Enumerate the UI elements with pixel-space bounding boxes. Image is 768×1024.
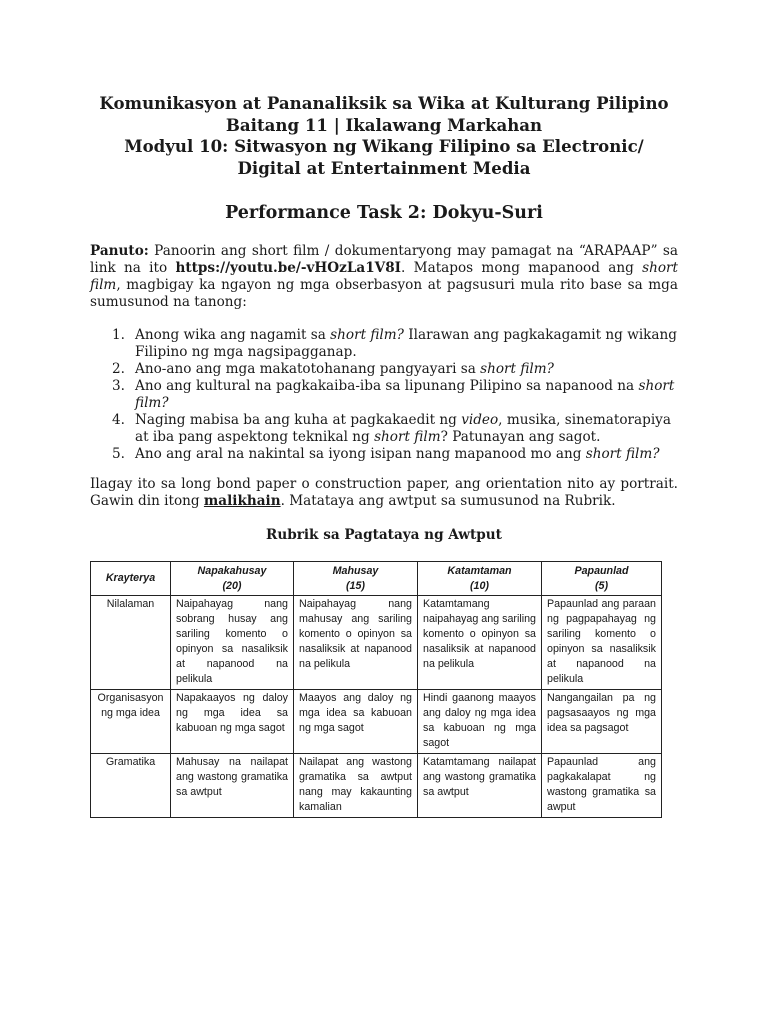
question-number: 4. xyxy=(112,412,125,428)
criterion-cell: Organisasyon ng mga idea xyxy=(91,690,171,754)
question-text: , musika, sinematorapiya at iba pang aspektong teknikal ng xyxy=(135,412,671,445)
table-cell: Hindi gaanong maayos ang daloy ng mga idea sa kabuoan ng mga sagot xyxy=(418,690,542,754)
task-title: Performance Task 2: Dokyu-Suri xyxy=(225,203,543,223)
question-text: Naging mabisa ba ang kuha at pagkakaedit ng xyxy=(135,412,462,428)
rubric-header-row xyxy=(91,562,662,596)
header-points: (20) xyxy=(222,579,242,592)
instructions xyxy=(90,243,678,311)
table-cell: Nailapat ang wastong gramatika sa awtput nang may kakaunting kamalian xyxy=(294,754,418,818)
header-cell xyxy=(294,562,418,596)
header-cell xyxy=(542,562,662,596)
table-cell: Naipahayag nang sobrang husay ang sariling komento o opinyon sa nasaliksik at napanood na pelikula xyxy=(171,596,294,690)
table-cell: Katamtamang naipahayag ang sariling komento o opinyon sa nasaliksik at napanood na pelikula xyxy=(418,596,542,690)
table-row xyxy=(91,754,662,818)
grade-quarter: Baitang 11 | Ikalawang Markahan xyxy=(225,114,543,135)
module-header xyxy=(60,93,708,179)
rubric-table xyxy=(90,561,662,818)
question-text: Ano ang aral na nakintal sa iyong isipan nang mapanood mo ang xyxy=(135,446,586,462)
header-name: Krayterya xyxy=(105,572,156,584)
question-italic: video xyxy=(461,412,499,428)
subject-title: Komunikasyon at Pananaliksik sa Wika at Kulturang Pilipino xyxy=(99,93,669,113)
question-item xyxy=(90,446,678,463)
question-text: Ano-ano ang mga makatotohanang pangyayari sa xyxy=(135,361,481,377)
table-cell: Katamtamang nailapat ang wastong gramatika sa awtput xyxy=(418,754,542,818)
header-points: (5) xyxy=(594,579,609,592)
video-link[interactable]: https://youtu.be/-vHOzLa1V8I xyxy=(175,260,402,276)
table-cell: Mahusay na nailapat ang wastong gramatika sa awtput xyxy=(171,754,294,818)
rubric-title: Rubrik sa Pagtataya ng Awtput xyxy=(266,527,502,543)
instructions-italic: short film xyxy=(90,260,678,293)
table-cell: Papaunlad ang pagkakalapat ng wastong gramatika sa awput xyxy=(542,754,662,818)
question-text: Anong wika ang nagamit sa xyxy=(135,327,331,343)
question-text: Ano ang kultural na pagkakaiba-iba sa lipunang Pilipino sa napanood na xyxy=(135,378,639,394)
table-cell: Napakaayos ng daloy ng mga idea sa kabuoan ng mga sagot xyxy=(171,690,294,754)
header-name: Napakahusay xyxy=(197,564,267,577)
instructions-text: . Matapos mong mapanood ang xyxy=(401,260,643,276)
header-cell xyxy=(91,562,171,596)
question-text: ? Patunayan ang sagot. xyxy=(440,429,601,445)
instructions-text: Panoorin ang short film / dokumentaryong may pamagat na “ARAPAAP” sa link na ito xyxy=(90,243,678,276)
question-item xyxy=(90,378,678,412)
instructions-text: , magbigay ka ngayon ng mga obserbasyon at pagsusuri mula rito base sa mga sumusunod na tanong: xyxy=(90,277,678,310)
question-number: 3. xyxy=(112,378,125,394)
table-cell: Naipahayag nang mahusay ang sariling komento o opinyon sa nasaliksik at napanood na pelikula xyxy=(294,596,418,690)
question-number: 5. xyxy=(112,446,125,462)
question-list xyxy=(90,327,678,463)
closing-text: . Matataya ang awtput sa sumusunod na Rubrik. xyxy=(280,493,616,509)
header-cell xyxy=(171,562,294,596)
closing-text: Ilagay ito sa long bond paper o construction paper, ang orientation nito ay portrait. Gawin din itong xyxy=(90,476,678,509)
header-name: Katamtaman xyxy=(447,564,512,577)
module-title-cont: Digital at Entertainment Media xyxy=(237,157,531,178)
question-number: 2. xyxy=(112,361,125,377)
question-italic: short film? xyxy=(135,378,675,411)
module-title: Modyul 10: Sitwasyon ng Wikang Filipino sa Electronic/ xyxy=(124,136,644,156)
header-points: (10) xyxy=(469,579,489,592)
question-item xyxy=(90,361,678,378)
question-item xyxy=(90,412,678,446)
question-number: 1. xyxy=(112,327,125,343)
question-italic: short film? xyxy=(330,327,404,343)
criterion-cell: Gramatika xyxy=(91,754,171,818)
table-row xyxy=(91,690,662,754)
table-cell: Maayos ang daloy ng mga idea sa kabuoan ng mga sagot xyxy=(294,690,418,754)
table-cell: Papaunlad ang paraan ng pagpapahayag ng sariling komento o opinyon sa nasaliksik at napanood na pelikula xyxy=(542,596,662,690)
closing-emphasis: malikhain xyxy=(203,493,281,509)
header-name: Papaunlad xyxy=(574,564,629,577)
question-italic: short film? xyxy=(480,361,554,377)
question-italic: short film xyxy=(374,429,441,445)
question-italic: short film? xyxy=(585,446,660,462)
table-cell: Nangangailan pa ng pagsasaayos ng mga idea sa pagsagot xyxy=(542,690,662,754)
header-name: Mahusay xyxy=(332,564,379,577)
table-row xyxy=(91,596,662,690)
question-item xyxy=(90,327,678,361)
closing-instructions xyxy=(90,476,678,510)
criterion-cell: Nilalaman xyxy=(91,596,171,690)
header-cell xyxy=(418,562,542,596)
instructions-label: Panuto: xyxy=(90,243,149,259)
question-text: Ilarawan ang pagkakagamit ng wikang Filipino ng mga nagsipagganap. xyxy=(135,327,677,360)
header-points: (15) xyxy=(345,579,365,592)
